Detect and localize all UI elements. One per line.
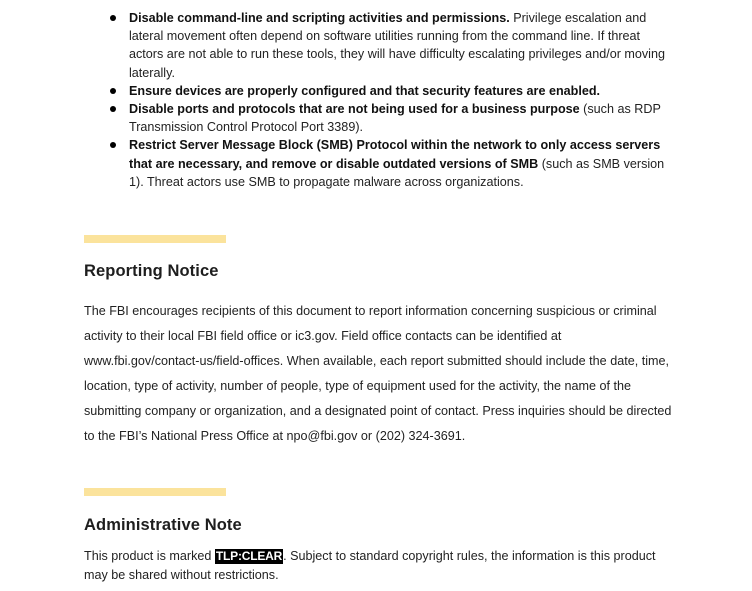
administrative-note-heading: Administrative Note: [84, 516, 242, 534]
list-item: [107, 9, 667, 82]
reporting-notice-body: The FBI encourages recipients of this document to report information concerning suspicious or criminal activity to their local FBI field office or ic3.gov. Field office contacts can be identified at www.fbi.gov/contact-us/field-offices. When available, each report submitted should include the date, time, location, type of activity, number of people, type of equipment used for the activity, the name of the submitting company or organization, and a designated point of contact. Press inquiries should be directed to the FBI’s National Press Office at npo@fbi.gov or (202) 324-3691.: [84, 304, 672, 443]
bullet-bold-text: Disable ports and protocols that are not being used for a business purpose: [129, 102, 580, 117]
bullet-dot: [110, 106, 116, 112]
bullet-dot: [110, 88, 116, 94]
bullet-text: (such as SMB version 1). Threat actors use SMB to propagate malware across organizations.: [129, 156, 665, 189]
bullet-dot: [110, 15, 116, 21]
admin-note-suffix: . Subject to standard copyright rules, the information is this product may be shared without restrictions.: [84, 549, 656, 582]
admin-note-prefix: This product is marked: [84, 549, 215, 563]
list-item: [107, 100, 667, 136]
bullet-bold-text: Ensure devices are properly configured and that security features are enabled.: [129, 83, 601, 98]
mitigation-bullet-list: [107, 9, 667, 191]
administrative-note-body: [84, 547, 674, 585]
reporting-notice-heading: Reporting Notice: [84, 262, 219, 280]
bullet-text: Privilege escalation and lateral movement often depend on software utilities running from the command line. If threat actors are not able to run these tools, they will have difficulty escalating privileges and/or moving laterally.: [129, 11, 665, 80]
section-divider-bar: [84, 488, 226, 496]
bullet-bold-text: Restrict Server Message Block (SMB) Protocol within the network to only access servers that are necessary, and remove or disable outdated versions of SMB: [129, 138, 661, 171]
bullet-bold-text: Disable command-line and scripting activities and permissions.: [129, 11, 510, 25]
section-divider-bar: [84, 235, 226, 243]
bullet-text: (such as RDP Transmission Control Protocol Port 3389).: [129, 102, 661, 135]
list-item: [107, 136, 667, 191]
bullet-dot: [110, 142, 116, 148]
list-item: [107, 82, 667, 100]
tlp-clear-badge: TLP:CLEAR: [215, 549, 283, 563]
